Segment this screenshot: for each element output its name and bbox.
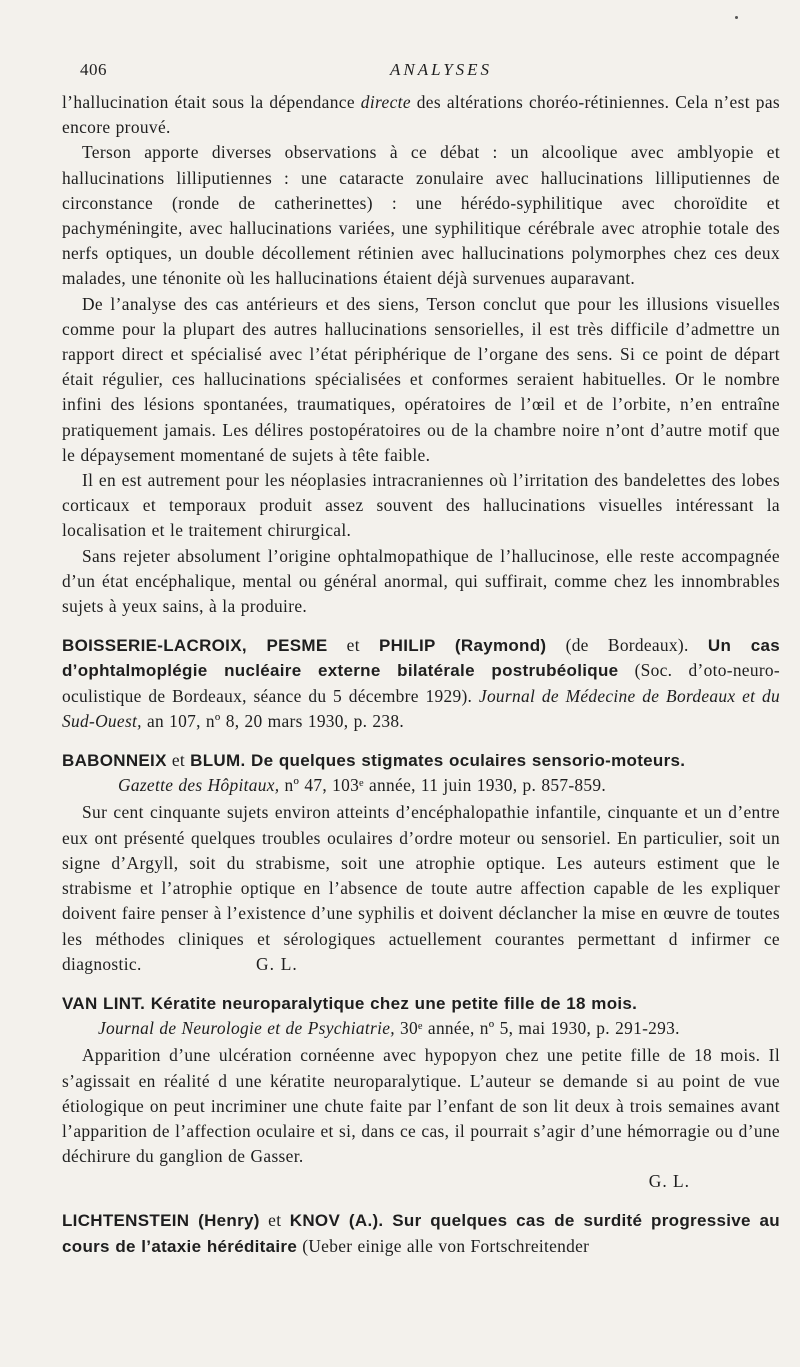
intro-paragraph-5: Sans rejeter absolument l’origine ophtalmopathique de l’hallucinose, elle reste accompagnée d’un état encéphalique, mental ou général anormal, qui suffirait, comme chez les innombrables sujets à yeux sains, à la produire. <box>62 545 780 617</box>
intro-paragraph-1: l’hallucination était sous la dépendance directe des altérations choréo-rétiniennes. Cela n’est pas encore prouvé. <box>62 92 781 138</box>
entry-signature: G. L. <box>256 953 298 974</box>
intro-paragraph-3: De l’analyse des cas antérieurs et des siens, Terson conclut que pour les illusions visuelles comme pour la plupart des autres hallucinations sensorielles, il est très difficile d’admettre un rapport direct et spécialisé avec l’état périphérique de l’organe des sens. Si ce point de départ était régulier, ces hallucinations spécialisées et conformes seraient habituelles. Or le nombre infini des lésions spontanées, traumatiques, opératoires de l’œil et de l’orbite, n’en entraîne pratiquement jamais. Les délires postopératoires ou de la chambre noire n’ont d’autre motif que le dépaysement momentané de sujets à tête faible. <box>62 293 780 465</box>
entry-authors: LICHTENSTEIN (Henry) <box>62 1211 260 1231</box>
entry-journal: Journal de Médecine de Bordeaux et du Sud-Ouest, <box>62 685 780 731</box>
entry-title: Kératite neuroparalytique chez une petite fille de 18 mois. <box>145 993 638 1013</box>
entry-journal: Journal de Neurologie et de Psychiatrie, <box>98 1018 395 1039</box>
entry-citation: LICHTENSTEIN (Henry) et KNOV (A.). Sur quelques cas de surdité progressive au cours de l’ataxie héréditaire (Ueber einige alle von Fortschreitender <box>62 1210 780 1256</box>
entry-authors: BABONNEIX <box>62 751 167 771</box>
entry-journal: Gazette des Hôpitaux, <box>118 775 280 796</box>
page-number: 406 <box>80 60 107 79</box>
intro-section <box>62 90 780 619</box>
entry-title: Sur quelques cas de surdité progressive au cours de l’ataxie héréditaire <box>62 1211 780 1256</box>
review-entry-4 <box>62 1208 780 1258</box>
entry-authors: PHILIP (Raymond) <box>379 636 547 656</box>
intro-paragraph-4: Il en est autrement pour les néoplasies intracraniennes où l’irritation des bandelettes des lobes corticaux et temporaux produit assez souvent des hallucinations visuelles intéressant la localisation et le traitement chirurgical. <box>62 470 780 541</box>
entry-authors: VAN LINT. <box>62 993 146 1013</box>
entry-body: Apparition d’une ulcération cornéenne avec hypopyon chez une petite fille de 18 mois. Il s’agissait en réalité d une kératite neuroparalytique. L’auteur se demande si au point de vue étiologique on peut incriminer une chute faite par l’enfant de son lit deux à trois semaines avant l’apparition de l’affection oculaire et si, dans ce cas, il pourrait s’agir d’une hémorragie ou d’une déchirure du ganglion de Gasser. <box>62 1045 780 1167</box>
review-entry-2 <box>62 748 780 977</box>
review-entry-1 <box>62 633 780 734</box>
entry-citation: BABONNEIX et BLUM. De quelques stigmates oculaires sensorio-moteurs. Gazette des Hôpitaux, nº 47, 103ᵉ année, 11 juin 1930, p. 857-859. <box>62 750 686 796</box>
entry-body: Sur cent cinquante sujets environ atteints d’encéphalopathie infantile, cinquante et un d’entre eux ont présenté quelques troubles oculaires d’ordre moteur ou sensoriel. En particulier, soit un signe d’Argyll, soit du strabisme, soit une atrophie optique. Les auteurs estiment que le strabisme et l’atrophie optique en l’absence de toute autre affection capable de les expliquer doivent faire penser à l’existence d’une syphilis et doivent déclancher la mise en œuvre de toutes les méthodes cliniques et sérologiques actuellement courantes permettant d infirmer ce diagnostic. G. L. <box>62 802 780 974</box>
entry-citation: VAN LINT. Kératite neuroparalytique chez une petite fille de 18 mois. Journal de Neurologie et de Psychiatrie, 30ᵉ année, nº 5, mai 1930, p. 291-293. <box>62 993 680 1039</box>
entry-citation: BOISSERIE-LACROIX, PESME et PHILIP (Raymond) (de Bordeaux). Un cas d’ophtalmoplégie nucléaire externe bilatérale postrubéolique (Soc. d’oto-neuro-oculistique de Bordeaux, séance du 5 décembre 1929). Journal de Médecine de Bordeaux et du Sud-Ouest, an 107, nº 8, 20 mars 1930, p. 238. <box>62 635 781 731</box>
entry-authors: BOISSERIE-LACROIX, PESME <box>62 636 328 656</box>
print-mark <box>735 16 738 19</box>
emphasis: directe <box>360 92 411 112</box>
page-header <box>62 60 780 90</box>
review-entry-3 <box>62 991 780 1194</box>
intro-paragraph-2: Terson apporte diverses observations à ce débat : un alcoolique avec amblyopie et hallucinations lilliputiennes : une cataracte zonulaire avec hallucinations lilliputiennes de circonstance (ronde de catherinettes) : une hérédo-syphilitique avec choroïdite et pachyméningite, avec hallucinations variées, une syphilitique cérébrale avec atrophie totale des nerfs optiques, un double décollement rétinien avec hallucinations polymorphes chez ces deux malades, une ténonite où les hallucinations étaient déjà survenues auparavant. <box>62 142 780 289</box>
entry-title: Un cas d’ophtalmoplégie nucléaire externe bilatérale postrubéolique <box>62 636 780 681</box>
entry-title: De quelques stigmates oculaires sensorio-moteurs. <box>245 751 686 771</box>
running-head: ANALYSES <box>389 60 493 79</box>
entry-authors: KNOV (A.). <box>289 1211 384 1231</box>
entry-signature: G. L. <box>648 1171 690 1192</box>
entry-authors: BLUM. <box>190 751 246 771</box>
